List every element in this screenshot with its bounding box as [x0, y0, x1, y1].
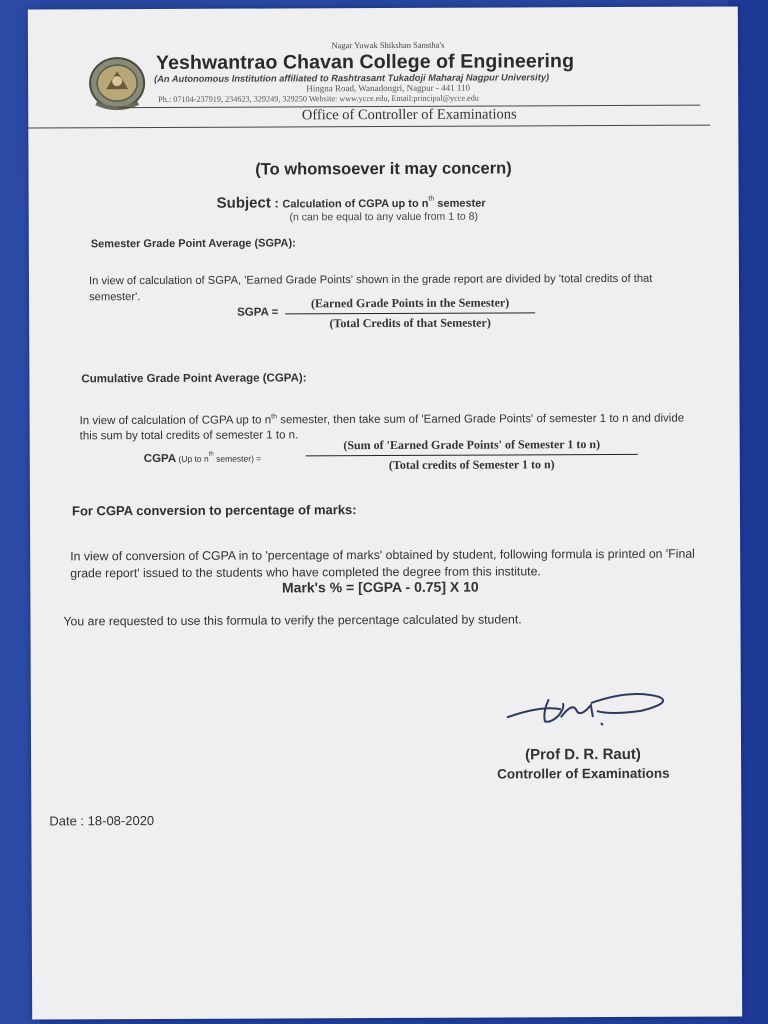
subject-note: (n can be equal to any value from 1 to 8) [289, 210, 478, 224]
conversion-paragraph: In view of conversion of CGPA in to 'percentage of marks' obtained by student, following formula is printed on 'Final grade report' issued to the students who have completed the degree from this institute. [70, 546, 695, 581]
cgpa-lhs-superscript: th [208, 451, 214, 458]
sgpa-formula-lhs: SGPA = [237, 306, 279, 319]
conversion-heading: For CGPA conversion to percentage of marks: [71, 502, 357, 519]
document-title: (To whomsoever it may concern) [255, 159, 512, 179]
sgpa-heading: Semester Grade Point Average (SGPA): [90, 237, 296, 251]
document-sheet [28, 6, 742, 1019]
cgpa-heading: Cumulative Grade Point Average (CGPA): [81, 372, 307, 386]
subject-label: Subject [216, 194, 271, 212]
document-date: Date : 18-08-2020 [49, 813, 155, 829]
signatory-name: (Prof D. R. Raut) [525, 745, 641, 764]
subject-colon: : [270, 195, 283, 211]
sgpa-paragraph: In view of calculation of SGPA, 'Earned Grade Points' shown in the grade report are divided by 'total credits of that semester'. [88, 273, 653, 304]
college-logo-icon [86, 53, 148, 115]
cgpa-lhs-main: CGPA [143, 452, 177, 466]
college-name: Yeshwantrao Chavan College of Engineering [155, 50, 575, 74]
sgpa-fraction-bar [285, 312, 535, 314]
sanstha-name: Nagar Yuwak Shikshan Sanstha's [331, 39, 445, 51]
cgpa-fraction-bar [306, 454, 638, 456]
cgpa-para-part2: semester, then take sum of 'Earned Grade Points' of semester 1 to n and divide this sum by total credits of semester 1 to n. [79, 412, 685, 443]
subject-text: Calculation of CGPA up to n [282, 197, 429, 211]
marks-formula: Mark's % = [CGPA - 0.75] X 10 [281, 578, 479, 596]
signatory-designation: Controller of Examinations [497, 765, 670, 782]
cgpa-para-part1: In view of calculation of CGPA up to n [79, 413, 272, 427]
signature-icon [501, 681, 671, 742]
cgpa-lhs-small: (Up to n [176, 453, 209, 464]
address-text: Hingna Road, Wanadongri, Nagpur - 441 110 [306, 82, 471, 94]
cgpa-denominator: (Total credits of Semester 1 to n) [388, 457, 555, 472]
sgpa-numerator: (Earned Grade Points in the Semester) [310, 295, 510, 311]
cgpa-para-superscript: th [271, 412, 277, 420]
subject-superscript: th [428, 195, 435, 203]
request-text: You are requested to use this formula to verify the percentage calculated by student. [63, 612, 522, 629]
subject-tail: semester [434, 197, 486, 210]
contact-text: Ph.: 07104-237919, 234623, 329249, 329250 Website: www.ycce.edu, Email:principal@ycce.edu [158, 93, 479, 104]
sgpa-denominator: (Total Credits of that Semester) [329, 315, 491, 331]
header-rule-bottom [28, 125, 710, 129]
cgpa-numerator: (Sum of 'Earned Grade Points' of Semester 1 to n) [343, 437, 601, 453]
affiliation-text: (An Autonomous Institution affiliated to Rashtrasant Tukadoji Maharaj Nagpur University) [154, 72, 550, 85]
office-title: Office of Controller of Examinations [301, 106, 517, 124]
cgpa-formula-lhs [144, 449, 262, 468]
cgpa-lhs-tail: semester) = [213, 453, 262, 464]
